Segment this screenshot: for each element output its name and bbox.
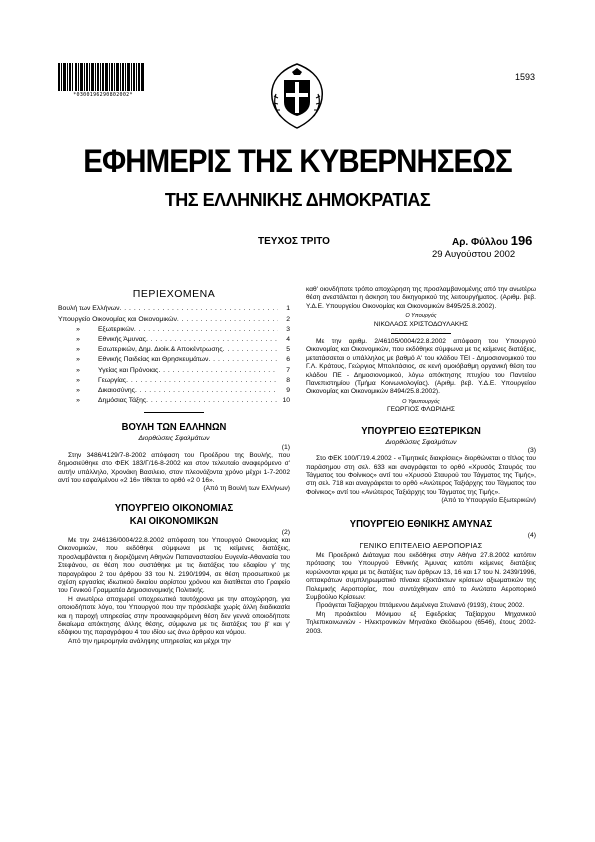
toc-item[interactable]: [58, 304, 290, 314]
toc-dots: [126, 376, 278, 386]
subheading-air-force-staff: ΓΕΝΙΚΟ ΕΠΙΤΕΛΕΙΟ ΑΕΡΟΠΟΡΙΑΣ: [359, 540, 483, 550]
item-paragraph: Η ανωτέρω αποχωρεί υποχρεωτικά ταυτόχρονα με την αποχώρηση, για οποιοδήποτε λόγο, του Υπουργού που την πρόσελαβε χωρίς άλλη διαδικασία και η παροχή υπηρεσίας στην προαναφερόμενη θέση δεν γεννά οποιοδήποτε δικαίωμα απόκτησης άλλης θέσης, σύμφωνα με τις διατάξεις του β' και γ' εδάφιου της παραγράφου 4 του ιδίου ως άνω άρθρου και νόμου.: [58, 595, 290, 637]
section-heading-line: ΥΠΟΥΡΓΕΙΟ ΟΙΚΟΝΟΜΙΑΣ: [114, 501, 234, 514]
issue-label: ΤΕΥΧΟΣ ΤΡΙΤΟ: [258, 236, 330, 247]
toc-item-page: 9: [286, 387, 290, 395]
toc-item[interactable]: [58, 396, 290, 406]
item-paragraph: Από την ημερομηνία ανάληψης υπηρεσίας και μέχρι την: [68, 637, 231, 645]
toc-dots: [208, 355, 278, 365]
toc-dots: [223, 345, 278, 355]
toc-item-label: Εθνικής Παιδείας και Θρησκευμάτων: [98, 356, 209, 364]
signer-label: Ο Υπουργός: [405, 313, 437, 320]
greek-coat-of-arms-emblem: [262, 60, 332, 132]
toc-dots: [146, 335, 278, 345]
toc-dots: [120, 304, 279, 314]
toc-item-mark: »: [76, 356, 80, 364]
toc-item-page: 5: [286, 346, 290, 354]
toc-item-page: 8: [286, 376, 290, 384]
barcode-number: *0300196290802002*: [73, 92, 133, 98]
section-subheading-corrections: Διορθώσεις Σφαλμάτων: [385, 438, 457, 446]
toc-item[interactable]: [58, 366, 290, 376]
section-subheading-corrections: Διορθώσεις Σφαλμάτων: [138, 435, 210, 443]
item-text: Στο ΦΕΚ 100/Γ/19.4.2002 - «Τιμητικές διακρίσεις» διορθώνεται ο τίτλος του παράσημου στη σελ. 633 και αναγράφεται το ορθό «Χρυσός Σταυρός του Τάγματος του Φοίνικος» αντί του «Χρυσού Σταυρού του Τάγματος της Τιμής», στη σελ. 718 και αναγράφεται το ορθό «Ανώτερος Ταξιάρχης του Τάγματος του Φοίνικος» αντί του «Ανώτερος Ταξιάρχης του Τάγματος της Τιμής».: [306, 455, 536, 496]
toc-item[interactable]: [58, 345, 290, 355]
divider: [391, 333, 451, 334]
toc-item[interactable]: [58, 355, 290, 365]
sheet-number-block: [452, 233, 532, 248]
item-number: (1): [281, 443, 290, 451]
toc-list: [58, 304, 290, 406]
toc-item-mark: »: [76, 387, 80, 395]
toc-item-label: Γεωργίας: [98, 376, 127, 384]
page-number: 1593: [514, 72, 535, 82]
gazette-subtitle: ΤΗΣ ΕΛΛΗΝΙΚΗΣ ΔΗΜΟΚΡΑΤΙΑΣ: [164, 190, 431, 210]
toc-item-label: Βουλή των Ελλήνων: [58, 305, 120, 313]
toc-item[interactable]: [58, 325, 290, 335]
toc-item-label: Δικαιοσύνης: [98, 387, 135, 395]
toc-item-label: Δημόσιας Τάξης: [98, 397, 147, 405]
signer-label: Ο Υφυπουργός: [402, 398, 440, 405]
toc-item-mark: »: [76, 397, 80, 405]
divider: [144, 412, 204, 413]
toc-item-label: Εθνικής Άμυνας: [98, 336, 146, 344]
toc-item-label: Εξωτερικών: [98, 325, 134, 333]
left-column: [58, 286, 290, 646]
section-heading-foreign-affairs: ΥΠΟΥΡΓΕΙΟ ΕΞΩΤΕΡΙΚΩΝ: [361, 424, 481, 437]
toc-item-mark: »: [76, 346, 80, 354]
sheet-number: 196: [510, 233, 533, 248]
toc-item-label: Υγείας και Πρόνοιας: [98, 366, 159, 374]
item-text: Στην 3486/4129/7-8-2002 απόφαση του Προέδρου της Βουλής, που δημοσιεύθηκε στο ΦΕΚ 183/Γ/16-8-2002 και στον τελευταίο αναφερόμενο σ' αυτήν υπάλληλο, Χρονάκη Βασιλειο, στον πλεονάζοντα χρόνο μέχρι 1-7-2002 αντί του εσφαλμένου «2 16» τίθεται το ορθό «2 0 16».: [58, 451, 290, 485]
toc-item-mark: »: [76, 336, 80, 344]
toc-title: ΠΕΡΙΕΧΟΜΕΝΑ: [132, 288, 216, 300]
toc-dots: [135, 386, 278, 396]
toc-item[interactable]: [58, 386, 290, 396]
toc-item-page: 7: [286, 366, 290, 374]
item-number: (2): [281, 528, 290, 536]
toc-item-label: Εσωτερικών, Δημ. Διοίκ.& Αποκέντρωσης: [98, 346, 223, 354]
section-heading-finance: [70, 502, 279, 528]
toc-item[interactable]: [58, 376, 290, 386]
toc-item-mark: »: [76, 366, 80, 374]
gazette-title: ΕΦΗΜΕΡΙΣ ΤΗΣ ΚΥΒΕΡΝΗΣΕΩΣ: [83, 143, 512, 179]
right-column: [306, 286, 536, 636]
toc-item-page: 4: [286, 336, 290, 344]
toc-item-page: 2: [286, 315, 290, 323]
toc-item-page: 1: [286, 305, 290, 313]
toc-dots: [158, 366, 278, 376]
item-paragraph: Με την αριθμ. 2/46105/0004/22.8.2002 απόφαση του Υπουργού Οικονομίας και Οικονομικών, που εκδόθηκε σύμφωνα με τις κείμενες διατάξεις, μετατάσσεται ο υπάλληλος με βαθμό Α' του κλάδου ΤΕΙ - Δημοσιονομικού του Γ.Λ. Κράτους, Γεώργιος Μπολιτάσιος, σε κενή ομοιόβαθμη οργανική θέση του κλάδου ΠΕ - Δημοσιονομικού, λόγω απόκτησης πτυχίου του Παντείου Πανεπιστημίου (Τμήμα Κοινωνιολογίας). (Αριθμ. βεβ. Υ.Δ.Ε. Υπουργείου Οικονομίας και Οικονομικών 8494/25.8.2002).: [306, 338, 536, 396]
toc-item-page: 6: [286, 356, 290, 364]
toc-item-page: 10: [282, 397, 290, 405]
signer-name: ΓΕΩΡΓΙΟΣ ΦΛΩΡΙΔΗΣ: [387, 406, 455, 414]
toc-item-mark: »: [76, 325, 80, 333]
toc-item-mark: »: [76, 376, 80, 384]
toc-dots: [134, 325, 278, 335]
toc-item-page: 3: [286, 325, 290, 333]
item-paragraph: Μη προάκτέου Μόνιμου εξ Εφεδρείας Ταξίαρχου Μηχανικού Τηλεπικοινωνιών - Ηλεκτρονικών Μηνσάκο Θεόδωρου (6546), έτους 2002-2003.: [306, 610, 536, 635]
item-paragraph: Προάγεται Ταξίαρχου Ιπτάμενου Δεμένεγα Στυλιανό (9193), έτους 2002.: [316, 602, 525, 610]
issue-date: 29 Αυγούστου 2002: [432, 249, 516, 260]
item-paragraph: Με την 2/46136/0004/22.8.2002 απόφαση του Υπουργού Οικονομίας και Οικονομικών, που εκδόθηκε σύμφωνα με τις κείμενες διατάξεις, προσλαμβάνεται η διοριζόμενη Αθηνών Παπαναστασίου Ευγενία-Αθανασία του Στεφάνου, σε θέση που συστάθηκε με τις διατάξεις του εδαφίου γ' της παραγράφου 2 του άρθρου 33 του Ν. 2190/1994, σε θέση προσωπικού με σχέση εργασίας ιδιωτικού δικαίου αορίστου χρόνου και διατίθεται στο Γραφείο του Γενικού Γραμματέα Δημοσιονομικής Πολιτικής.: [58, 536, 290, 595]
section-heading-defence: ΥΠΟΥΡΓΕΙΟ ΕΘΝΙΚΗΣ ΑΜΥΝΑΣ: [349, 517, 493, 530]
barcode: [58, 63, 144, 93]
toc-item[interactable]: [58, 315, 290, 325]
item-number: (3): [527, 447, 536, 455]
toc-dots: [177, 315, 278, 325]
toc-item[interactable]: [58, 335, 290, 345]
sheet-label: Αρ. Φύλλου: [452, 237, 508, 248]
item-number: (4): [527, 531, 536, 539]
section-heading-line: ΚΑΙ ΟΙΚΟΝΟΜΙΚΩΝ: [129, 514, 219, 527]
item-source: (Από τη Βουλή των Ελλήνων): [203, 485, 290, 493]
toc-dots: [146, 396, 278, 406]
item-paragraph: Με Προεδρικό Διάταγμα που εκδόθηκε στην Αθήνα 27.8.2002 κατόπιν πρότασης του Υπουργού Εθνικής Άμυνας κατόπι κείμενες διατάξεις κυρώνονται κριμα με τις διατάξεις των άρθρων 13, 16 και 17 του Ν. 2439/1996, οπτακράτων συμπληρωματικό πίνακα εξεκτάκτων κρίσεων αξιωματικών της Πολεμικής Αεροπορίας, που συντάχθηκαν από το Ανώτατο Αεροπορικό Συμβούλιο Κρίσεων:: [306, 551, 536, 601]
toc-item-label: Υπουργείο Οικονομίας και Οικονομικών: [58, 315, 177, 323]
section-heading-parliament: ΒΟΥΛΗ ΤΩΝ ΕΛΛΗΝΩΝ: [121, 421, 227, 434]
item-source: (Από το Υπουργείο Εξωτερικών): [441, 497, 536, 505]
item-paragraph: καθ' οιονδήποτε τρόπο αποχώρηση της προσλαμβανομένης από την ανωτέρω θέση ανεστάλεται η άσκηση του δικηγορικού της λειτουργήματος. (Αριθμ. βεβ. Υ.Δ.Ε. Υπουργείου Οικονομίας και Οικονομικών 8495/25.8.2002).: [306, 286, 536, 310]
signer-name: ΝΙΚΟΛΑΟΣ ΧΡΙΣΤΟΔΟΥΛΑΚΗΣ: [373, 320, 469, 328]
